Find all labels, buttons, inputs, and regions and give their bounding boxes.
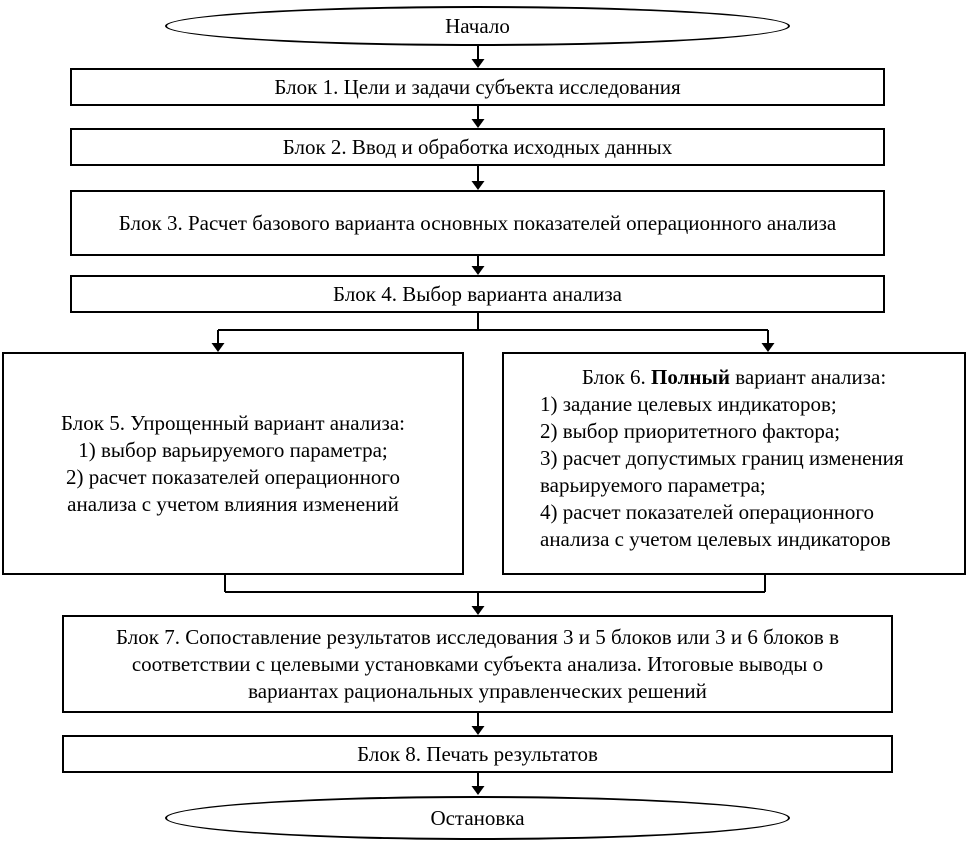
block6-item-1: 1) задание целевых индикаторов; <box>540 392 837 416</box>
arrowhead-to-block3 <box>472 181 485 190</box>
block6-item-4: 4) расчет показателей операционного анализа с учетом целевых индикаторов <box>540 500 891 551</box>
block1-goals-tasks <box>70 68 885 106</box>
arrowhead-to-block1 <box>472 59 485 68</box>
block8-label: Блок 8. Печать результатов <box>357 741 598 766</box>
block6-item-3: 3) расчет допустимых границ изменения варьируемого параметра; <box>540 446 904 497</box>
block5-title: Блок 5. Упрощенный вариант анализа: <box>61 410 405 435</box>
block6-full-variant <box>502 352 966 575</box>
end-terminator <box>165 796 790 840</box>
block6-title-prefix: Блок 6. <box>581 365 652 389</box>
block5-item-2: 2) расчет показателей операционного анализа с учетом влияния изменений <box>65 464 400 516</box>
block5-content <box>36 410 430 518</box>
block5-simplified-variant <box>2 352 464 575</box>
block5-item-1: 1) выбор варьируемого параметра; <box>78 437 388 462</box>
block3-label: Блок 3. Расчет базового варианта основных показателей операционного анализа <box>118 210 837 235</box>
arrowhead-to-block2 <box>472 119 485 128</box>
end-label: Остановка <box>430 805 525 830</box>
block4-label: Блок 4. Выбор варианта анализа <box>333 281 622 306</box>
block1-label: Блок 1. Цели и задачи субъекта исследования <box>274 74 681 99</box>
block7-label: Блок 7. Сопоставление результатов исследования 3 и 5 блоков или 3 и 6 блоков в соответствии с целевыми установками субъекта анализа. Итоговые выводы о вариантах рациональных управленческих решений <box>115 624 839 703</box>
arrowhead-to-block6 <box>762 343 775 352</box>
block8-print-results <box>62 735 893 773</box>
block4-variant-choice <box>70 275 885 313</box>
block6-item-2: 2) выбор приоритетного фактора; <box>540 419 841 443</box>
arrowhead-to-end <box>472 786 485 795</box>
block6-items <box>504 391 964 553</box>
block2-input-processing <box>70 128 885 166</box>
block6-title <box>504 364 964 391</box>
start-label: Начало <box>445 13 510 38</box>
arrowhead-to-block5 <box>212 343 225 352</box>
block3-base-variant-calc <box>70 190 885 256</box>
arrowhead-to-block7 <box>472 606 485 615</box>
block6-title-emphasis: Полный <box>651 365 730 389</box>
block2-label: Блок 2. Ввод и обработка исходных данных <box>282 134 673 159</box>
block7-results-comparison <box>62 615 893 713</box>
start-terminator <box>165 6 790 46</box>
arrowhead-to-block4 <box>472 266 485 275</box>
arrowhead-to-block8 <box>472 726 485 735</box>
block6-title-suffix: вариант анализа: <box>729 365 887 389</box>
